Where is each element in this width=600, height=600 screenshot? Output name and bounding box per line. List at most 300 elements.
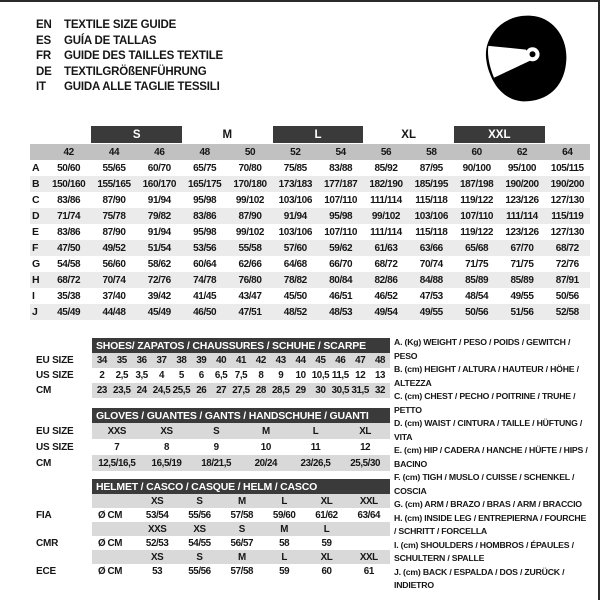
size-value: 75/78 xyxy=(102,210,126,222)
standard-label: ECE xyxy=(36,565,56,577)
size-value: 123/126 xyxy=(505,226,539,238)
size-column-header: 54 xyxy=(335,146,346,158)
size-value: 111/114 xyxy=(370,226,402,238)
table-cell: 11,5 xyxy=(331,370,349,381)
helmet-size-label: L xyxy=(281,551,287,563)
size-value: 51/54 xyxy=(147,242,171,254)
measurement-row xyxy=(30,256,590,272)
table-cell: 39 xyxy=(196,355,207,366)
label-spacer xyxy=(36,522,92,536)
size-value: 70/80 xyxy=(238,162,262,174)
helmet-size-value: 52/53 xyxy=(145,537,169,549)
size-value: 72/76 xyxy=(147,274,171,286)
table-cell: 10,5 xyxy=(311,370,330,381)
measurement-row xyxy=(30,240,590,256)
table-cell: 18/21,5 xyxy=(201,457,232,469)
table-cell: 24,5 xyxy=(152,385,171,396)
size-value: 46/50 xyxy=(193,306,217,318)
size-column-header: 48 xyxy=(199,146,210,158)
size-value: 72/76 xyxy=(555,258,579,270)
helmet-size-value: 53/54 xyxy=(145,509,169,521)
table-cell: 40 xyxy=(216,355,227,366)
table-cell: 8 xyxy=(258,370,264,381)
row-label-column xyxy=(36,408,92,471)
helmet-size-value: 54/55 xyxy=(188,537,211,549)
size-value: 55/58 xyxy=(238,242,262,254)
size-value: 55/65 xyxy=(102,162,126,174)
size-value: 87/90 xyxy=(102,226,126,238)
table-cell: 23 xyxy=(96,385,107,396)
language-code: DE xyxy=(36,65,52,78)
size-value: 47/53 xyxy=(419,290,443,302)
measurement-row xyxy=(30,288,590,304)
size-value: 187/198 xyxy=(459,178,494,190)
size-column-header: 60 xyxy=(471,146,482,158)
size-value: 87/91 xyxy=(555,274,579,286)
size-value: 123/126 xyxy=(505,194,539,206)
size-value: 182/190 xyxy=(369,178,403,190)
table-cell: 7 xyxy=(114,441,120,453)
size-value: 105/115 xyxy=(550,162,584,174)
table-title-bar: GLOVES / GUANTES / GANTS / HANDSCHUHE / GUANTI xyxy=(92,408,390,423)
size-value: 47/51 xyxy=(238,306,262,318)
size-column-header: 58 xyxy=(426,146,437,158)
helmet-size-row xyxy=(92,494,390,508)
size-value: 62/66 xyxy=(238,258,262,270)
table-row xyxy=(92,383,390,398)
helmet-size-value: 59 xyxy=(321,537,332,549)
size-value: 115/118 xyxy=(415,226,448,238)
size-value: 59/62 xyxy=(329,242,353,254)
textile-size-table xyxy=(30,126,590,320)
table-cell: 6,5 xyxy=(214,370,228,381)
size-value: 127/130 xyxy=(550,194,584,206)
row-label: US SIZE xyxy=(36,370,74,381)
helmet-size-value: 59/60 xyxy=(272,509,296,521)
table-cell: 12 xyxy=(360,441,371,453)
helmet-size-value: 59 xyxy=(279,565,290,577)
table-cell: 27,5 xyxy=(232,385,250,396)
table-row xyxy=(92,353,390,368)
legend-item: B. (cm) HEIGHT / ALTURA / HAUTEUR / HÖHE / ALTEZZA xyxy=(394,364,579,388)
label-spacer xyxy=(36,494,92,508)
size-group-label: M xyxy=(222,128,233,141)
language-row xyxy=(36,34,223,50)
size-value: 48/54 xyxy=(465,290,489,302)
row-letter: A xyxy=(32,162,40,174)
helmet-size-label: XL xyxy=(320,495,333,507)
legend-item: D. (cm) WAIST / CINTURA / TAILLE / HÜFTUNG / VITA xyxy=(394,418,583,442)
table-cell: 2,5 xyxy=(115,370,128,381)
language-title-list xyxy=(36,18,223,96)
helmet-size-label: XL xyxy=(320,551,333,563)
table-cell: 9 xyxy=(278,370,284,381)
size-value: 46/52 xyxy=(374,290,398,302)
language-code: ES xyxy=(36,34,51,47)
helmet-size-label: M xyxy=(280,523,289,535)
measurement-row xyxy=(30,176,590,192)
table-cell: 11 xyxy=(310,441,321,453)
table-cell: 41 xyxy=(235,355,247,366)
table-cell: 24 xyxy=(136,385,147,396)
table-row xyxy=(92,423,390,439)
size-value: 58/62 xyxy=(147,258,171,270)
table-cell: 48 xyxy=(375,355,386,366)
helmet-icon xyxy=(478,11,572,107)
size-value: 83/86 xyxy=(193,210,217,222)
table-cell: 44 xyxy=(295,355,306,366)
row-label: EU SIZE xyxy=(36,425,74,437)
helmet-size-row xyxy=(92,550,390,564)
table-cell: 38 xyxy=(176,355,187,366)
size-value: 85/92 xyxy=(374,162,398,174)
size-group-label: XL xyxy=(401,128,416,141)
row-label: CM xyxy=(36,457,52,469)
size-value: 71/75 xyxy=(465,258,489,270)
size-value: 107/110 xyxy=(324,194,358,206)
table-cell: 10 xyxy=(295,370,306,381)
table-cell: 13 xyxy=(375,370,386,381)
size-value: 68/72 xyxy=(57,274,81,286)
measurement-row xyxy=(30,192,590,208)
size-column-header: 62 xyxy=(516,146,528,158)
size-value: 170/180 xyxy=(233,178,267,190)
table-cell: 43 xyxy=(275,355,286,366)
legend-item: A. (Kg) WEIGHT / PESO / POIDS / GEWITCH / PESO xyxy=(394,337,571,361)
helmet-size-value: 55/56 xyxy=(188,565,211,577)
standard-label: FIA xyxy=(36,509,52,521)
diameter-unit-label: Ø CM xyxy=(98,537,122,549)
size-value: 119/122 xyxy=(460,226,494,238)
size-value: 190/200 xyxy=(550,178,584,190)
size-value: 84/88 xyxy=(419,274,443,286)
helmet-size-label: XS xyxy=(193,523,206,535)
table-cell: 35 xyxy=(116,355,127,366)
diameter-unit-label: Ø CM xyxy=(98,565,122,577)
table-title-bar: SHOES/ ZAPATOS / CHAUSSURES / SCHUHE / SCARPE xyxy=(92,338,390,353)
size-value: 71/75 xyxy=(510,258,534,270)
size-value: 91/94 xyxy=(147,226,171,238)
table-cell: 9 xyxy=(213,441,219,453)
table-cell: 32 xyxy=(375,385,386,396)
language-title: GUÍA DE TALLAS xyxy=(64,34,157,47)
table-cell: 3,5 xyxy=(135,370,148,381)
legend-item: G. (cm) ARM / BRAZO / BRAS / ARM / BRACCIO xyxy=(394,499,582,509)
size-value: 68/72 xyxy=(555,242,579,254)
table-cell: 29 xyxy=(295,385,306,396)
helmet-size-value: 57/58 xyxy=(230,565,254,577)
helmet-size-label: M xyxy=(237,495,246,507)
size-value: 49/54 xyxy=(374,306,398,318)
table-body xyxy=(92,479,390,578)
table-cell: 2 xyxy=(99,370,105,381)
size-value: 50/60 xyxy=(57,162,81,174)
table-cell: 31,5 xyxy=(351,385,369,396)
size-column-header: 44 xyxy=(108,146,120,158)
language-code: EN xyxy=(36,19,52,31)
helmet-size-value: 58 xyxy=(279,537,290,549)
row-label-column xyxy=(36,479,92,578)
legend-item: F. (cm) TIGH / MUSLO / CUISSE / SCHENKEL / COSCIA xyxy=(394,472,575,496)
helmet-size-label: S xyxy=(196,551,203,563)
table-cell: 37 xyxy=(156,355,167,366)
size-value: 165/175 xyxy=(187,178,222,190)
size-value: 47/50 xyxy=(57,242,81,254)
size-value: 45/50 xyxy=(283,290,307,302)
size-value: 57/60 xyxy=(283,242,307,254)
helmet-size-label: S xyxy=(238,523,245,535)
size-columns-row xyxy=(30,144,590,160)
table-cell: 26 xyxy=(196,385,207,396)
helmet-size-label: S xyxy=(196,495,203,507)
language-row xyxy=(36,49,223,65)
diameter-unit-label: Ø CM xyxy=(98,509,122,521)
measurement-row xyxy=(30,272,590,288)
legend-item: C. (cm) CHEST / PECHO / POITRINE / TRUHE / PETTO xyxy=(394,391,576,415)
size-value: 115/118 xyxy=(415,194,448,206)
size-value: 74/78 xyxy=(193,274,217,286)
language-row xyxy=(36,65,223,81)
legend-item: H. (cm) INSIDE LEG / ENTREPIERNA / FOURCHE / SCHRITT / FORCELLA xyxy=(394,512,587,536)
size-value: 52/58 xyxy=(555,306,579,318)
table-row xyxy=(92,455,390,471)
size-value: 95/98 xyxy=(193,194,217,206)
row-letter: H xyxy=(32,274,40,286)
size-value: 103/106 xyxy=(414,210,448,222)
helmet-size-value: 60 xyxy=(321,565,332,577)
row-letter: G xyxy=(32,258,41,270)
size-value: 76/80 xyxy=(238,274,262,286)
helmet-size-value: 57/58 xyxy=(230,509,254,521)
language-title: GUIDE DES TAILLES TEXTILE xyxy=(64,50,223,63)
row-label: US SIZE xyxy=(36,441,74,453)
row-letter: E xyxy=(32,226,40,238)
size-value: 75/85 xyxy=(283,162,307,174)
size-value: 99/102 xyxy=(235,194,265,206)
size-value: 46/51 xyxy=(329,290,353,302)
size-value: 85/89 xyxy=(510,274,534,286)
legend-item: J. (cm) BACK / ESPALDA / DOS / ZURÜCK / INDIETRO xyxy=(394,566,565,590)
helmet-value-row xyxy=(92,508,390,522)
size-value: 68/72 xyxy=(374,258,398,270)
helmet-size-value: 61 xyxy=(363,565,374,577)
size-value: 87/90 xyxy=(102,194,126,206)
table-cell: 36 xyxy=(136,355,147,366)
table-cell: L xyxy=(312,425,319,437)
table-cell: 28 xyxy=(255,385,266,396)
table-cell: 5 xyxy=(178,370,184,381)
table-cell: 4 xyxy=(158,370,165,381)
size-value: 82/86 xyxy=(374,274,398,286)
size-value: 83/86 xyxy=(57,226,81,238)
table-title-bar: HELMET / CASCO / CASQUE / HELM / CASCO xyxy=(92,479,390,494)
language-code: IT xyxy=(36,81,46,94)
row-label-column xyxy=(36,338,92,398)
table-cell: 7,5 xyxy=(234,370,248,381)
table-cell: 47 xyxy=(355,355,366,366)
size-value: 78/82 xyxy=(283,274,307,286)
helmet-size-label: XXL xyxy=(359,551,378,563)
size-value: 103/106 xyxy=(278,194,312,206)
size-value: 111/114 xyxy=(506,210,538,222)
size-value: 150/160 xyxy=(51,178,86,190)
size-header-row xyxy=(30,126,590,143)
table-cell: 6 xyxy=(198,370,204,381)
table-row xyxy=(92,439,390,455)
language-row xyxy=(36,80,223,96)
table-cell: 8 xyxy=(163,441,170,453)
size-group-label: XXL xyxy=(454,126,545,143)
table-cell: 25,5 xyxy=(172,385,191,396)
size-value: 173/183 xyxy=(278,178,312,190)
standard-label: CMR xyxy=(36,537,59,549)
table-cell: 25,5/30 xyxy=(350,457,381,469)
size-value: 99/102 xyxy=(371,210,401,222)
language-title: TEXTILE SIZE GUIDE xyxy=(64,19,177,31)
table-cell: 27 xyxy=(216,385,227,396)
helmet-size-value: 56/57 xyxy=(230,537,254,549)
size-value: 35/38 xyxy=(57,290,81,302)
table-cell: 10 xyxy=(260,441,271,453)
row-letter: D xyxy=(32,210,40,222)
size-value: 80/84 xyxy=(329,274,353,286)
size-value: 49/55 xyxy=(510,290,534,302)
size-value: 185/195 xyxy=(414,178,448,190)
helmet-size-label: XS xyxy=(151,551,164,563)
table-cell: 45 xyxy=(315,355,326,366)
size-value: 65/68 xyxy=(465,242,489,254)
size-value: 43/47 xyxy=(238,290,262,302)
legend-item: E. (cm) HIP / CADERA / HANCHE / HÜFTE / HIPS / BACINO xyxy=(394,445,588,469)
size-value: 60/64 xyxy=(193,258,217,270)
size-value: 45/49 xyxy=(57,306,81,318)
table-body xyxy=(92,408,390,471)
size-value: 103/106 xyxy=(278,226,312,238)
size-value: 90/100 xyxy=(462,162,491,174)
size-value: 50/56 xyxy=(555,290,579,302)
size-value: 119/122 xyxy=(460,194,494,206)
label-spacer xyxy=(36,408,92,423)
table-cell: M xyxy=(261,425,270,437)
size-column-header: 52 xyxy=(290,146,301,158)
label-spacer xyxy=(36,338,92,353)
helmet-size-value: 63/64 xyxy=(357,509,381,521)
row-letter: J xyxy=(32,306,38,318)
language-title: TEXTILGRÖßENFÜHRUNG xyxy=(64,65,207,78)
table-cell: XS xyxy=(160,425,173,437)
size-value: 67/70 xyxy=(510,242,534,254)
helmet-size-table xyxy=(36,479,390,578)
size-value: 51/56 xyxy=(510,306,534,318)
size-value: 39/42 xyxy=(147,290,171,302)
legend-item: I. (cm) SHOULDERS / HOMBROS / ÉPAULES / SCHULTERN / SPALLE xyxy=(394,539,574,563)
size-value: 56/60 xyxy=(102,258,126,270)
size-value: 107/110 xyxy=(324,226,358,238)
row-letter: B xyxy=(32,178,40,190)
table-cell: 30,5 xyxy=(331,385,350,396)
size-value: 65/75 xyxy=(193,162,217,174)
size-value: 99/102 xyxy=(235,226,265,238)
label-spacer xyxy=(36,479,92,494)
size-value: 190/200 xyxy=(505,178,539,190)
table-body xyxy=(92,338,390,398)
size-value: 127/130 xyxy=(550,226,584,238)
table-cell: 12,5/16,5 xyxy=(98,457,136,469)
size-value: 87/90 xyxy=(238,210,262,222)
label-spacer xyxy=(36,550,92,564)
size-value: 49/52 xyxy=(102,242,126,254)
size-value: 95/98 xyxy=(193,226,217,238)
size-group-label xyxy=(545,126,590,143)
measurement-row xyxy=(30,304,590,320)
helmet-value-row xyxy=(92,536,390,550)
size-group-label: L xyxy=(273,126,364,143)
language-row xyxy=(36,18,223,34)
table-cell: 23/26,5 xyxy=(300,457,331,469)
measurement-legend xyxy=(394,336,590,593)
helmet-size-label: XXS xyxy=(147,523,167,535)
helmet-size-label: XS xyxy=(151,495,164,507)
table-cell: 20/24 xyxy=(254,457,278,469)
helmet-size-row xyxy=(92,522,390,536)
size-value: 95/98 xyxy=(329,210,353,222)
table-cell: 42 xyxy=(255,355,266,366)
size-value: 60/70 xyxy=(147,162,171,174)
helmet-size-value: 55/56 xyxy=(188,509,211,521)
size-value: 160/170 xyxy=(142,178,176,190)
bottom-tables xyxy=(36,338,390,578)
language-title: GUIDA ALLE TAGLIE TESSILI xyxy=(64,81,220,94)
table-cell: XL xyxy=(359,425,372,437)
row-label: EU SIZE xyxy=(36,355,74,366)
size-value: 61/63 xyxy=(374,242,398,254)
size-value: 79/82 xyxy=(147,210,171,222)
size-value: 83/86 xyxy=(57,194,81,206)
size-group-label: S xyxy=(91,126,182,143)
size-column-header: 42 xyxy=(63,146,74,158)
size-value: 115/119 xyxy=(551,210,584,222)
row-letter: C xyxy=(32,194,40,206)
size-value: 91/94 xyxy=(147,194,171,206)
gloves-size-table xyxy=(36,408,390,471)
table-cell: XXS xyxy=(107,425,127,437)
shoes-size-table xyxy=(36,338,390,398)
measurement-row xyxy=(30,160,590,176)
size-value: 83/88 xyxy=(329,162,353,174)
size-value: 53/56 xyxy=(193,242,217,254)
row-letter: F xyxy=(32,242,39,254)
table-cell: S xyxy=(213,425,220,437)
helmet-size-label: XXL xyxy=(359,495,378,507)
table-cell: 30 xyxy=(315,385,326,396)
size-value: 41/45 xyxy=(193,290,217,302)
size-value: 107/110 xyxy=(460,210,494,222)
size-value: 54/58 xyxy=(57,258,81,270)
size-value: 49/55 xyxy=(419,306,443,318)
measurement-row xyxy=(30,224,590,240)
helmet-value-row xyxy=(92,564,390,578)
table-cell: 28,5 xyxy=(271,385,290,396)
size-column-header: 46 xyxy=(154,146,165,158)
size-value: 37/40 xyxy=(102,290,126,302)
size-value: 50/56 xyxy=(465,306,489,318)
size-value: 70/74 xyxy=(419,258,443,270)
table-cell: 34 xyxy=(96,355,107,366)
size-value: 95/100 xyxy=(507,162,537,174)
helmet-size-label: L xyxy=(323,523,330,535)
size-value: 63/66 xyxy=(419,242,443,254)
size-value: 71/74 xyxy=(57,210,81,222)
